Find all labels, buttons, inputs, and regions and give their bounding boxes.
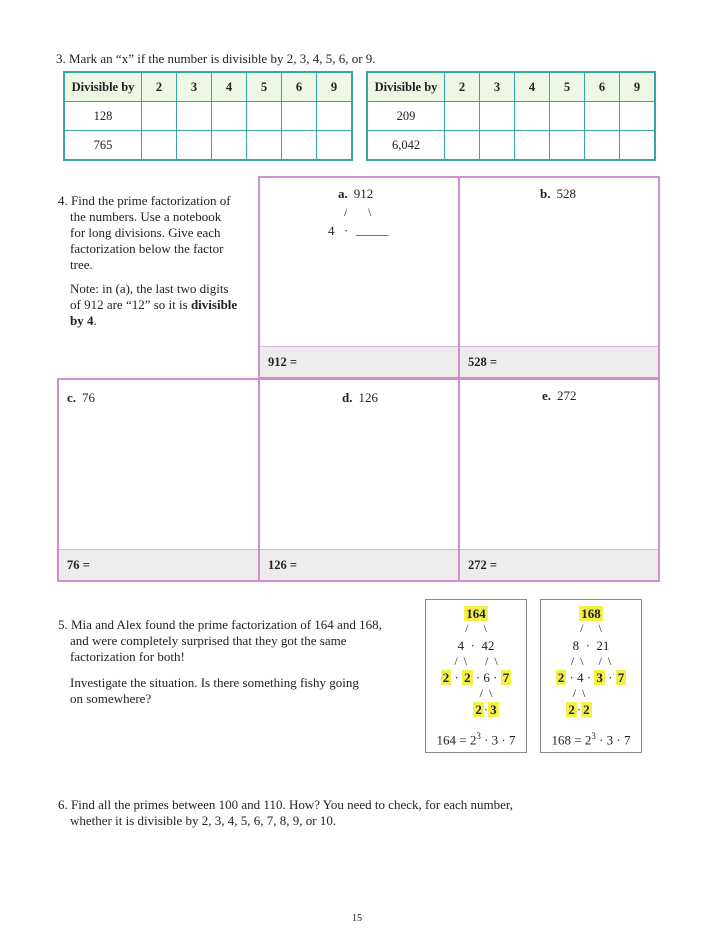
answer-cell[interactable]	[177, 102, 212, 131]
tree-branch: / \	[572, 686, 586, 700]
answer-cell[interactable]	[247, 102, 282, 131]
tree-dot: ·	[576, 702, 582, 717]
answer-cell[interactable]	[317, 131, 353, 161]
tree-leaf: 3	[490, 702, 497, 717]
tree-leaf: 7	[502, 670, 510, 685]
tree-row	[466, 702, 506, 718]
problem-5-line: on somewhere?	[70, 691, 152, 706]
problem-4-line: factorization below the factor	[70, 241, 224, 256]
problem-4-text	[58, 193, 253, 329]
answer-label: 272 =	[468, 558, 497, 572]
answer-cell[interactable]	[247, 131, 282, 161]
answer-bar-e[interactable]	[460, 549, 658, 580]
problem-5-line: factorization for both!	[70, 649, 185, 664]
answer-cell[interactable]	[515, 102, 550, 131]
table-row	[64, 131, 352, 161]
tree-dot: ·	[493, 670, 498, 685]
divisor-header: 6	[282, 72, 317, 102]
box-letter: d.	[342, 390, 353, 405]
answer-cell[interactable]	[585, 131, 620, 161]
box-letter: e.	[542, 388, 552, 403]
result-exponent: 3	[476, 731, 481, 741]
tree-leaf: 2	[475, 702, 482, 717]
answer-cell[interactable]	[480, 102, 515, 131]
tree-row	[559, 702, 599, 718]
tree-row	[426, 670, 526, 686]
answer-cell[interactable]	[515, 131, 550, 161]
result-exponent: 3	[591, 731, 596, 741]
factor-box-b[interactable]	[458, 176, 660, 379]
box-number: 912	[353, 186, 374, 201]
tree-row: 4 · 42	[457, 638, 495, 653]
tree-row	[541, 670, 641, 686]
answer-cell[interactable]	[282, 102, 317, 131]
answer-cell[interactable]	[177, 131, 212, 161]
factor-box-c[interactable]	[57, 378, 260, 582]
table-row	[367, 102, 655, 131]
number-cell: 209	[367, 102, 445, 131]
tree-dot: ·	[483, 702, 489, 717]
box-b-label	[540, 186, 576, 202]
divisibility-table-1	[63, 71, 353, 161]
answer-label: 912 =	[268, 355, 297, 369]
answer-cell[interactable]	[445, 131, 480, 161]
problem-4-line: the numbers. Use a notebook	[70, 209, 222, 224]
box-number: 528	[556, 186, 576, 201]
divisor-header: 9	[620, 72, 656, 102]
number-cell: 128	[64, 102, 142, 131]
box-letter: a.	[338, 186, 348, 201]
divisor-header: 4	[212, 72, 247, 102]
factor-box-a[interactable]	[258, 176, 460, 379]
box-letter: c.	[67, 390, 77, 405]
tree-leaf: 3	[596, 670, 603, 685]
problem-4-note-bold: divisible	[190, 297, 238, 312]
divisor-header: 5	[550, 72, 585, 102]
answer-cell[interactable]	[142, 102, 177, 131]
problem-6-line: 6. Find all the primes between 100 and 110. How? You need to check, for each number,	[58, 797, 513, 812]
factor-tree-168	[540, 599, 642, 753]
answer-bar-a[interactable]	[260, 346, 458, 377]
problem-4-note-end: .	[93, 313, 97, 328]
tree-dot: ·	[569, 670, 574, 685]
problem-3-text: 3. Mark an “x” if the number is divisible by 2, 3, 4, 5, 6, or 9.	[56, 51, 376, 66]
tree-blank: _____	[356, 222, 389, 237]
tree-node: 6	[483, 670, 490, 685]
divisibility-table-2	[366, 71, 656, 161]
answer-cell[interactable]	[212, 131, 247, 161]
answer-cell[interactable]	[282, 131, 317, 161]
answer-cell[interactable]	[212, 102, 247, 131]
number-cell: 765	[64, 131, 142, 161]
tree-dot: ·	[454, 670, 459, 685]
factor-box-d[interactable]	[258, 378, 460, 582]
answer-cell[interactable]	[585, 102, 620, 131]
problem-6-line: whether it is divisible by 2, 3, 4, 5, 6, 7, 8, 9, or 10.	[70, 813, 337, 828]
box-number: 126	[358, 390, 378, 405]
divisor-header: 9	[317, 72, 353, 102]
tree-factor: 4	[328, 223, 335, 238]
problem-4-line: 4. Find the prime factorization of	[58, 193, 231, 208]
tree-leaf: 2	[568, 702, 575, 717]
tree-row: 8 · 21	[572, 638, 610, 653]
box-a-label	[338, 186, 373, 202]
answer-cell[interactable]	[620, 102, 656, 131]
answer-bar-d[interactable]	[260, 549, 458, 580]
factor-tree-164	[425, 599, 527, 753]
problem-6-text	[58, 797, 698, 829]
problem-5-text	[58, 617, 413, 707]
result-text: 164 = 2	[436, 732, 477, 748]
table-header-label: Divisible by	[367, 72, 445, 102]
tree-dot: ·	[344, 223, 349, 238]
divisor-header: 2	[142, 72, 177, 102]
tree-dot: ·	[586, 670, 592, 685]
divisor-header: 3	[480, 72, 515, 102]
tree-dot: ·	[475, 670, 481, 685]
answer-label: 126 =	[268, 558, 297, 572]
answer-cell[interactable]	[317, 102, 353, 131]
answer-bar-b[interactable]	[460, 346, 658, 377]
problem-4-line: tree.	[70, 257, 93, 272]
problem-4-note: of 912 are “12” so it is	[70, 297, 191, 312]
tree-leaf: 2	[557, 670, 565, 685]
divisor-header: 4	[515, 72, 550, 102]
problem-4-note-bold: by 4	[70, 313, 94, 328]
factor-box-e[interactable]	[458, 378, 660, 582]
answer-cell[interactable]	[445, 102, 480, 131]
tree-root: 168	[581, 606, 601, 621]
tree-leaf: 2	[442, 670, 450, 685]
tree-leaf: 7	[617, 670, 625, 685]
tree-slash-left: /	[344, 205, 348, 219]
problem-5-line: Investigate the situation. Is there something fishy going	[70, 675, 359, 690]
tree-branch: / \	[580, 621, 602, 635]
answer-label: 76 =	[67, 558, 90, 572]
problem-4-line: for long divisions. Give each	[70, 225, 221, 240]
answer-cell[interactable]	[550, 102, 585, 131]
answer-cell[interactable]	[480, 131, 515, 161]
tree-branch: / \ / \	[570, 654, 612, 668]
answer-bar-c[interactable]	[59, 549, 258, 580]
result-text: · 3 · 7	[595, 732, 631, 748]
problem-4-note: Note: in (a), the last two digits	[70, 281, 229, 296]
box-c-label	[67, 390, 95, 406]
result-text: · 3 · 7	[480, 732, 516, 748]
result-text: 168 = 2	[551, 732, 592, 748]
page-number: 15	[352, 913, 362, 924]
box-e-label	[542, 388, 577, 404]
table-header-label: Divisible by	[64, 72, 142, 102]
answer-label: 528 =	[468, 355, 497, 369]
box-number: 76	[82, 390, 96, 405]
answer-cell[interactable]	[620, 131, 656, 161]
divisor-header: 3	[177, 72, 212, 102]
problem-5-line: and were completely surprised that they got the same	[70, 633, 347, 648]
divisor-header: 2	[445, 72, 480, 102]
box-number: 272	[557, 388, 577, 403]
tree-branch: / \	[465, 621, 487, 635]
tree-result	[426, 731, 526, 748]
tree-node: 4	[577, 670, 584, 685]
tree-leaf: 2	[464, 670, 471, 685]
tree-root: 164	[466, 606, 486, 621]
tree-dot: ·	[608, 670, 613, 685]
divisor-header: 6	[585, 72, 620, 102]
number-cell: 6,042	[367, 131, 445, 161]
tree-result	[541, 731, 641, 748]
answer-cell[interactable]	[142, 131, 177, 161]
tree-slash-right: \	[368, 205, 372, 219]
divisor-header: 5	[247, 72, 282, 102]
box-letter: b.	[540, 186, 551, 201]
answer-cell[interactable]	[550, 131, 585, 161]
table-row	[64, 102, 352, 131]
box-d-label	[342, 390, 378, 406]
tree-leaf: 2	[583, 702, 590, 717]
tree-branch: / \	[479, 686, 493, 700]
tree-branch: / \ / \	[454, 654, 498, 668]
table-row	[367, 131, 655, 161]
problem-5-line: 5. Mia and Alex found the prime factorization of 164 and 168,	[58, 617, 382, 632]
